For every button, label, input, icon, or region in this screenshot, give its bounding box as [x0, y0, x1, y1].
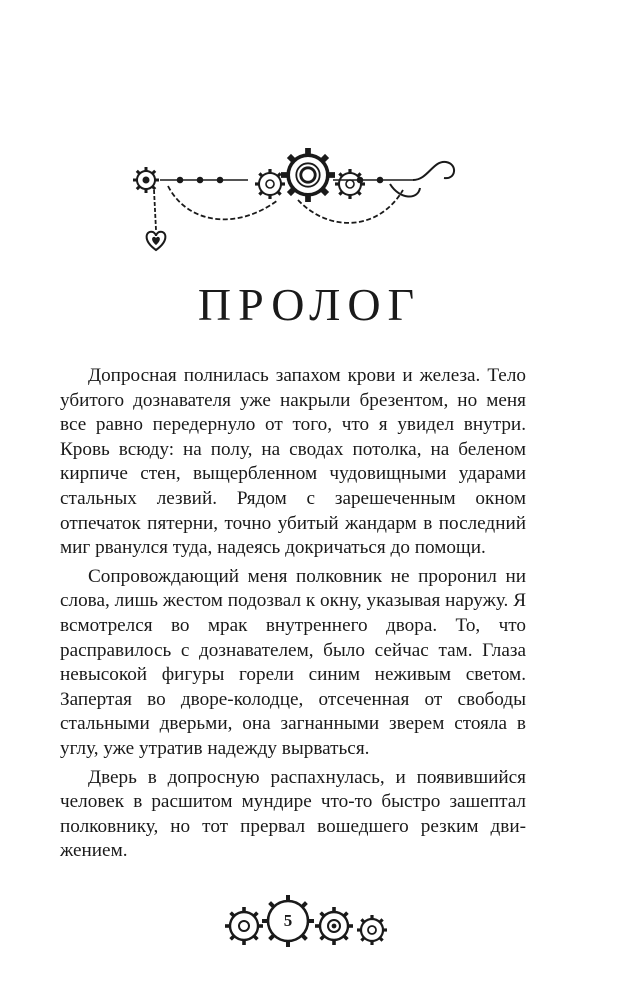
gear-chain-ornament	[128, 140, 458, 260]
middle-right-gear-icon	[335, 169, 365, 199]
rod-chain-icon	[160, 178, 413, 183]
heart-pendant-icon	[147, 232, 166, 250]
footer-far-right-gear-icon	[357, 915, 387, 945]
middle-left-gear-icon	[255, 169, 285, 199]
page-number: 5	[283, 911, 293, 930]
chapter-title: ПРОЛОГ	[197, 279, 422, 330]
paragraph-1: Допросная полнилась запахом крови и железа. Тело убитого дознавателя уже накрыли брезентом, но меня все равно передернуло от того, что я увидел внутри. Кровь всюду: на полу, на сводах потолка, на беленом кирпиче стен, выщербленном чудовищными ударами стальных лезвий. Рядом с зарешеченным окном отпечаток пятерни, точно убитый жандарм в последний миг рванулся туда, надеясь докричаться до помощи.	[60, 365, 526, 559]
central-gear-icon	[281, 148, 335, 202]
footer-right-gear-icon	[315, 907, 353, 945]
paragraph-2: Сопровождающий меня полковник не проронил ни слова, лишь жестом подозвал к окну, указывая наружу. Я всмотрелся во мрак внутреннего двора. То, что расправилось с дознавателем, было сейчас там. Глаза невысокой фигуры горели синим неживым светом. Запертая во дворе-колодце, отсеченная от свободы стальными дверьми, она загнанными зверем стояла в углу, уже утратив надежду вырваться.	[60, 565, 526, 759]
left-gear-icon	[133, 167, 159, 193]
chapter-body	[60, 364, 526, 868]
footer-left-gear-icon	[225, 907, 263, 945]
paragraph-3: Дверь в допросную распахнулась, и появившийся человек в расшитом мундире что-то быстро зашептал полковнику, но тот прервал вошедшего резким движением.	[60, 766, 526, 862]
footer-gears-ornament	[222, 890, 397, 960]
